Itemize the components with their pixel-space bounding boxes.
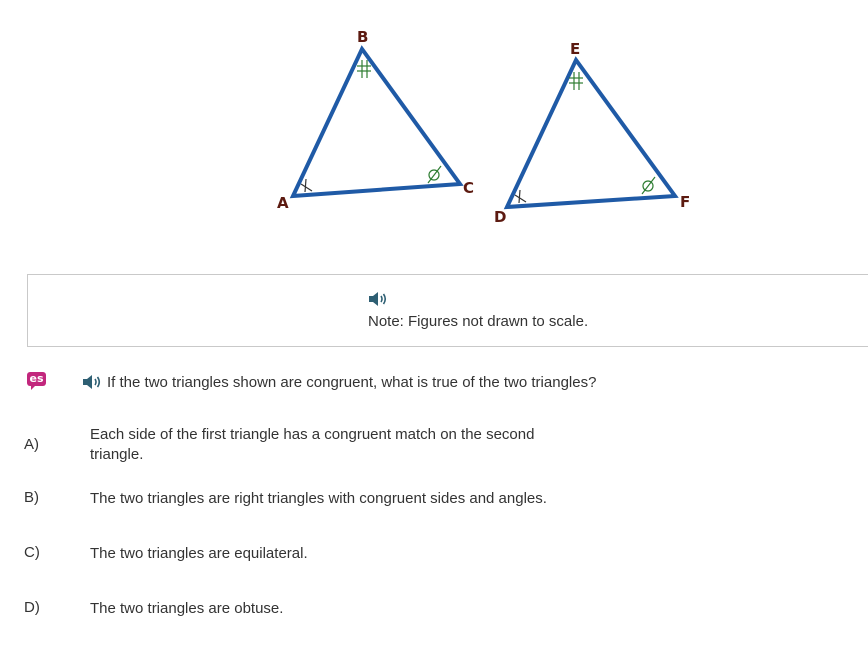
answer-choice-b[interactable]: [20, 489, 620, 511]
congruent-triangles-figure: [0, 0, 868, 250]
choice-letter: A): [24, 436, 39, 453]
vertex-label-b: B: [357, 28, 369, 46]
choice-text: The two triangles are obtuse.: [90, 600, 284, 617]
answer-choice-c[interactable]: [20, 544, 620, 566]
question-text: If the two triangles shown are congruent, what is true of the two triangles?: [107, 374, 597, 391]
angle-mark-c: [428, 166, 441, 183]
angle-mark-a: [301, 179, 312, 192]
spanish-translation-button[interactable]: es: [27, 372, 46, 386]
answer-choice-a[interactable]: [20, 425, 620, 465]
choice-letter: C): [24, 544, 40, 561]
speaker-icon[interactable]: [82, 374, 104, 390]
vertex-label-d: D: [494, 208, 507, 226]
choice-text: Each side of the first triangle has a congruent match on the second triangle.: [90, 426, 535, 463]
choice-text: The two triangles are right triangles with congruent sides and angles.: [90, 490, 547, 507]
note-text: Note: Figures not drawn to scale.: [368, 313, 589, 330]
vertex-label-e: E: [570, 40, 581, 58]
angle-mark-b: [357, 60, 371, 78]
angle-mark-d: [515, 190, 526, 203]
angle-mark-f: [642, 177, 655, 194]
triangle-def: [507, 60, 675, 207]
speaker-icon[interactable]: [368, 291, 390, 307]
answer-choice-d[interactable]: [20, 599, 620, 621]
vertex-label-a: A: [277, 194, 289, 212]
vertex-label-f: F: [680, 193, 691, 211]
vertex-label-c: C: [463, 179, 475, 197]
choice-letter: B): [24, 489, 39, 506]
choice-text: The two triangles are equilateral.: [90, 545, 308, 562]
choice-letter: D): [24, 599, 40, 616]
note-box: [27, 274, 868, 347]
